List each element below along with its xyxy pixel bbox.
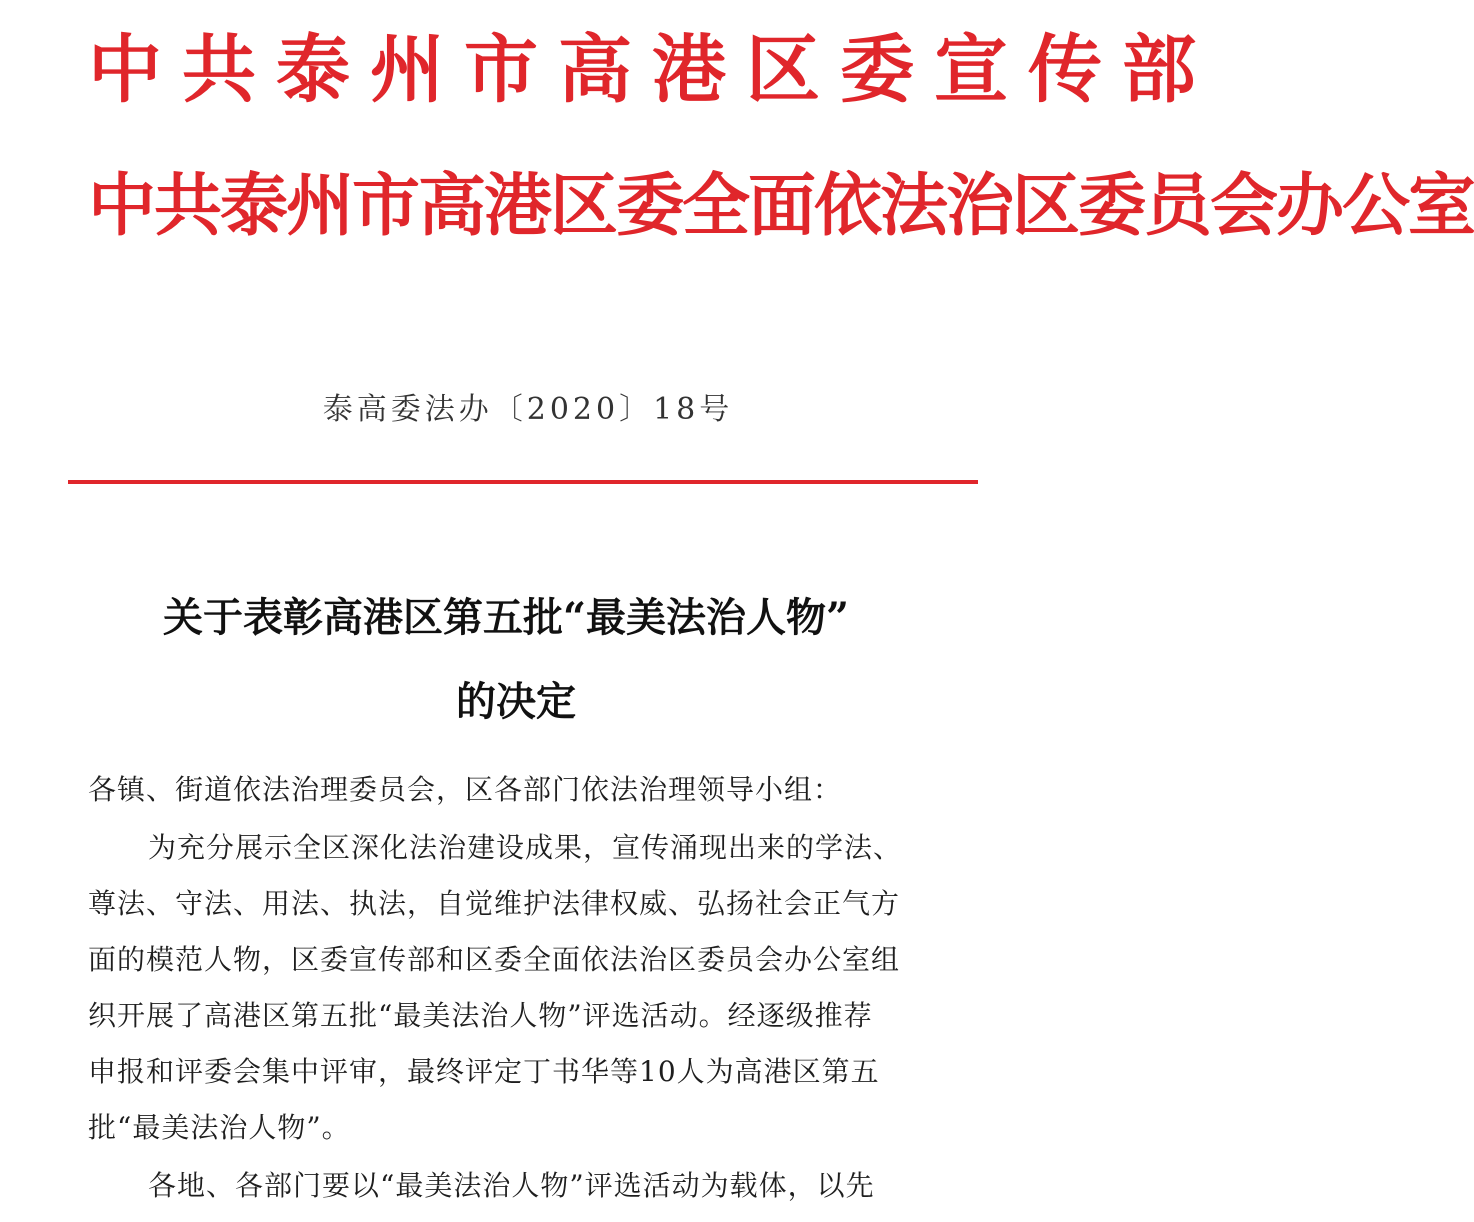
document-title-line-1: 关于表彰高港区第五批“最美法治人物” [162, 594, 849, 641]
document-number: 泰高委法办〔2020〕18号 [322, 392, 734, 427]
salutation: 各镇、街道依法治理委员会，区各部门依法治理领导小组： [88, 773, 843, 806]
paragraph-line: 申报和评委会集中评审，最终评定丁书华等10人为高港区第五 [88, 1055, 880, 1088]
issuer-name-law-office: 中共泰州市高港区委全面依法治区委员会办公室 [88, 166, 1474, 246]
paragraph-line: 各地、各部门要以“最美法治人物”评选活动为载体，以先 [148, 1169, 875, 1202]
paragraph-line: 批“最美法治人物”。 [88, 1111, 351, 1144]
paragraph-line: 为充分展示全区深化法治建设成果，宣传涌现出来的学法、 [148, 831, 903, 864]
paragraph-line: 面的模范人物，区委宣传部和区委全面依法治区委员会办公室组 [88, 943, 901, 976]
paragraph-line: 尊法、守法、用法、执法，自觉维护法律权威、弘扬社会正气方 [88, 887, 901, 920]
issuer-name-propaganda-dept: 中共泰州市高港区委宣传部 [88, 27, 1216, 113]
paragraph-line: 织开展了高港区第五批“最美法治人物”评选活动。经逐级推荐 [88, 999, 873, 1032]
document-title-line-2: 的决定 [456, 678, 576, 725]
red-divider-line [68, 480, 978, 484]
